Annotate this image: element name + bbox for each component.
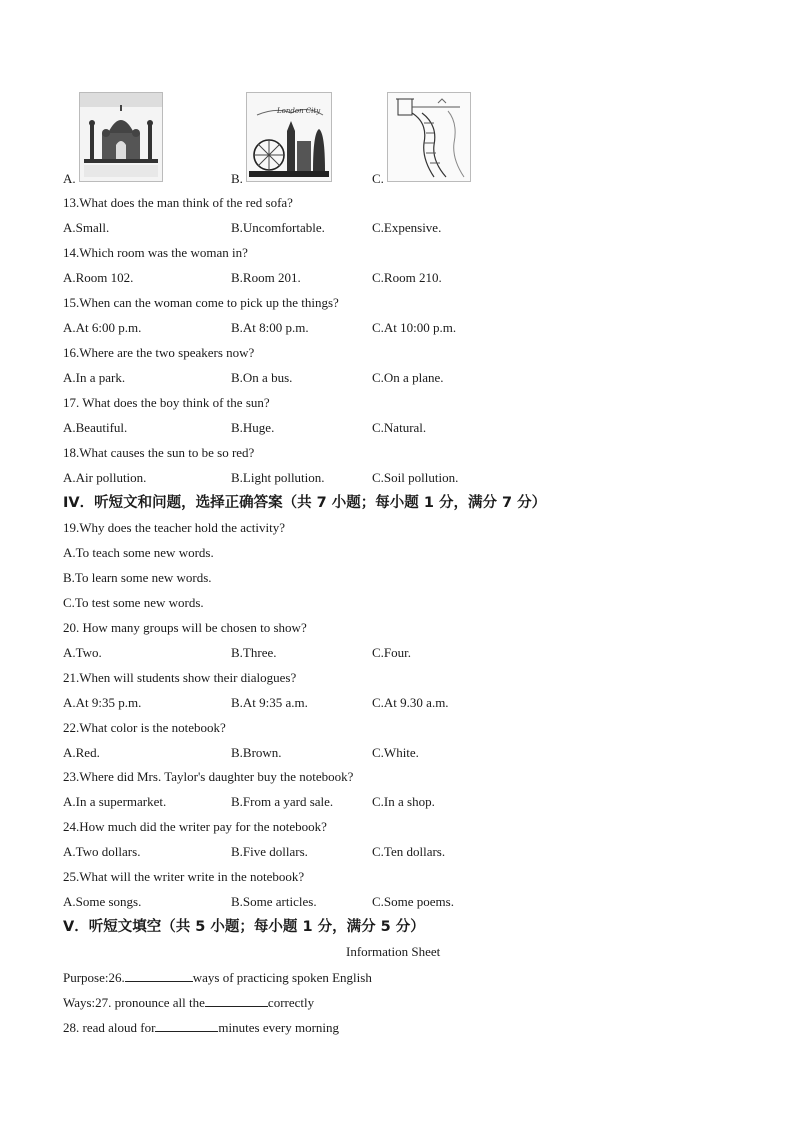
option-16-c[interactable]: C.On a plane. [372, 370, 444, 385]
option-14-b[interactable]: B.Room 201. [231, 270, 301, 285]
option-21-c[interactable]: C.At 9.30 a.m. [372, 695, 449, 710]
question-18: 18.What causes the sun to be so red? [63, 445, 255, 460]
item-28 [63, 1019, 339, 1036]
picture-option-c[interactable] [372, 90, 492, 188]
option-23-b[interactable]: B.From a yard sale. [231, 794, 334, 809]
option-20-b[interactable]: B.Three. [231, 645, 277, 660]
option-24-c[interactable]: C.Ten dollars. [372, 844, 446, 859]
great-wall-icon [387, 92, 471, 182]
option-24-b[interactable]: B.Five dollars. [231, 844, 308, 859]
question-17: 17. What does the boy think of the sun? [63, 395, 270, 410]
option-17-b[interactable]: B.Huge. [231, 420, 275, 435]
option-23-c[interactable]: C.In a shop. [372, 794, 435, 809]
item-28-prefix: 28. read aloud for [63, 1020, 156, 1035]
question-19: 19.Why does the teacher hold the activity? [63, 520, 286, 535]
option-14-a[interactable]: A.Room 102. [63, 270, 134, 285]
picture-option-b[interactable] [231, 90, 341, 188]
option-17-a[interactable]: A.Beautiful. [63, 420, 128, 435]
blank-26[interactable] [125, 969, 193, 982]
option-13-c[interactable]: C.Expensive. [372, 220, 442, 235]
option-25-a[interactable]: A.Some songs. [63, 894, 142, 909]
option-17-c[interactable]: C.Natural. [372, 420, 427, 435]
option-16-b[interactable]: B.On a bus. [231, 370, 293, 385]
option-15-a[interactable]: A.At 6:00 p.m. [63, 320, 142, 335]
option-letter-b: B. [231, 171, 243, 186]
taj-mahal-icon [79, 92, 163, 182]
option-24-a[interactable]: A.Two dollars. [63, 844, 141, 859]
option-19-c[interactable]: C.To test some new words. [63, 595, 204, 610]
question-14: 14.Which room was the woman in? [63, 245, 248, 260]
option-19-b[interactable]: B.To learn some new words. [63, 570, 212, 585]
section-5-heading: V．听短文填空（共 5 小题；每小题 1 分，满分 5 分） [63, 919, 425, 935]
picture-option-a[interactable] [63, 90, 163, 188]
option-21-b[interactable]: B.At 9:35 a.m. [231, 695, 308, 710]
blank-28[interactable] [155, 1019, 218, 1032]
london-city-sign: London City [277, 107, 321, 115]
option-23-a[interactable]: A.In a supermarket. [63, 794, 167, 809]
option-20-a[interactable]: A.Two. [63, 645, 102, 660]
option-22-c[interactable]: C.White. [372, 745, 419, 760]
question-23: 23.Where did Mrs. Taylor's daughter buy the notebook? [63, 769, 354, 784]
question-22: 22.What color is the notebook? [63, 720, 226, 735]
information-sheet-title: Information Sheet [346, 944, 441, 959]
london-city-icon [246, 92, 332, 182]
option-25-b[interactable]: B.Some articles. [231, 894, 317, 909]
option-22-a[interactable]: A.Red. [63, 745, 100, 760]
item-26 [63, 969, 372, 986]
option-15-b[interactable]: B.At 8:00 p.m. [231, 320, 309, 335]
option-14-c[interactable]: C.Room 210. [372, 270, 442, 285]
option-letter-c: C. [372, 171, 384, 186]
option-letter-a: A. [63, 171, 76, 186]
blank-27[interactable] [205, 994, 268, 1007]
option-20-c[interactable]: C.Four. [372, 645, 412, 660]
question-13: 13.What does the man think of the red sofa? [63, 195, 293, 210]
question-25: 25.What will the writer write in the notebook? [63, 869, 305, 884]
option-19-a[interactable]: A.To teach some new words. [63, 545, 214, 560]
option-22-b[interactable]: B.Brown. [231, 745, 282, 760]
option-21-a[interactable]: A.At 9:35 p.m. [63, 695, 142, 710]
item-26-suffix: ways of practicing spoken English [192, 970, 372, 985]
question-21: 21.When will students show their dialogues? [63, 670, 297, 685]
option-18-c[interactable]: C.Soil pollution. [372, 470, 459, 485]
option-13-a[interactable]: A.Small. [63, 220, 110, 235]
item-27-suffix: correctly [267, 995, 315, 1010]
option-18-b[interactable]: B.Light pollution. [231, 470, 325, 485]
option-25-c[interactable]: C.Some poems. [372, 894, 454, 909]
option-13-b[interactable]: B.Uncomfortable. [231, 220, 325, 235]
item-26-prefix: Purpose:26. [63, 970, 125, 985]
question-15: 15.When can the woman come to pick up the things? [63, 295, 339, 310]
item-27-prefix: Ways:27. pronounce all the [63, 995, 205, 1010]
question-16: 16.Where are the two speakers now? [63, 345, 255, 360]
option-18-a[interactable]: A.Air pollution. [63, 470, 147, 485]
picture-options [63, 90, 543, 188]
section-4-heading: IV．听短文和问题，选择正确答案（共 7 小题；每小题 1 分，满分 7 分） [63, 495, 547, 511]
question-20: 20. How many groups will be chosen to show? [63, 620, 307, 635]
option-16-a[interactable]: A.In a park. [63, 370, 126, 385]
item-28-suffix: minutes every morning [218, 1020, 340, 1035]
item-27 [63, 994, 314, 1011]
option-15-c[interactable]: C.At 10:00 p.m. [372, 320, 457, 335]
question-24: 24.How much did the writer pay for the notebook? [63, 819, 327, 834]
